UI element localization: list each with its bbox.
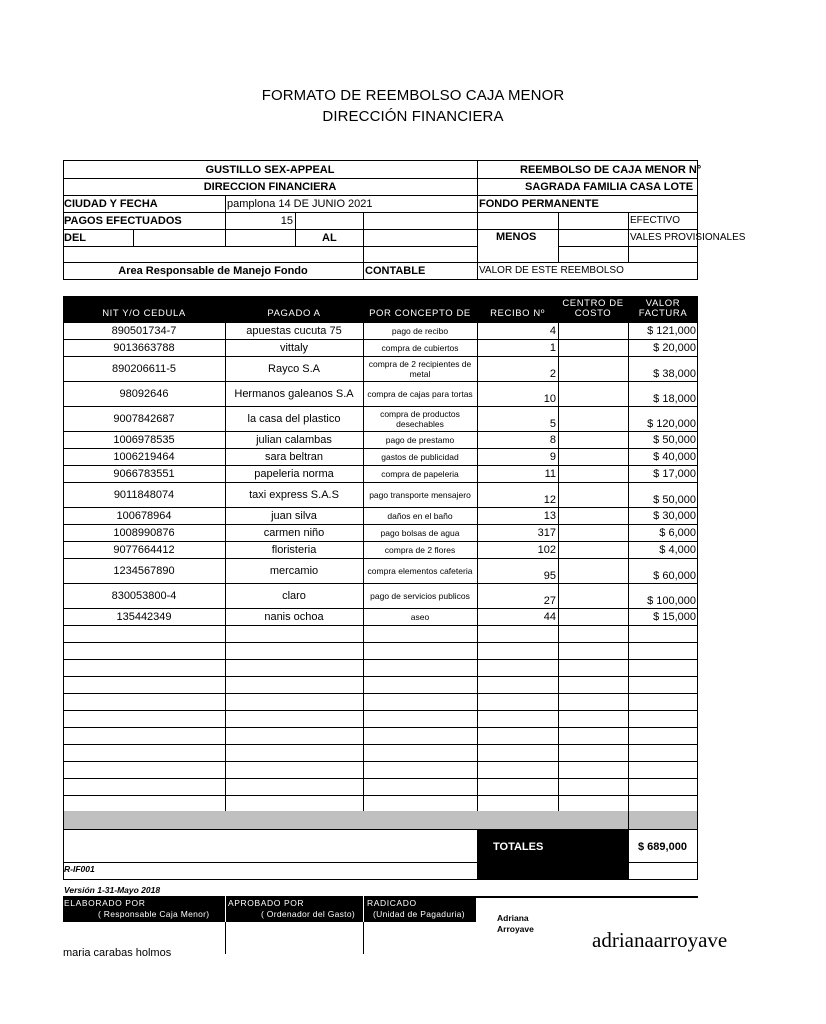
signature: adrianaarroyave (592, 928, 728, 952)
totals-value: $ 689,000 (638, 840, 687, 853)
table-cell-nit: 9011848074 (113, 488, 175, 501)
form-title: FORMATO DE REEMBOLSO CAJA MENOR (261, 87, 565, 104)
table-cell-valor: $ 100,000 (647, 595, 696, 607)
vales-label: VALES PROVISIONALES (630, 232, 746, 243)
elaborado-sub: ( Responsable Caja Menor) (98, 908, 210, 919)
table-cell-concepto: pago de recibo (391, 326, 449, 336)
header-nit: NIT Y/O CEDULA (102, 308, 186, 319)
reimbursement-place: SAGRADA FAMILIA CASA LOTE (525, 180, 694, 193)
aprobado-sub: ( Ordenador del Gasto) (261, 908, 356, 919)
table-cell-pagado: apuestas cucuta 75 (246, 324, 342, 337)
table-cell-pagado: julian calambas (256, 433, 332, 446)
reimbursement-title: REEMBOLSO DE CAJA MENOR N° (520, 163, 702, 176)
table-cell-nit: 1006219464 (113, 450, 175, 463)
table-cell-valor: $ 6,000 (659, 526, 696, 539)
table-cell-valor: $ 50,000 (653, 494, 696, 506)
table-cell-nit: 9007842687 (113, 412, 175, 425)
table-cell-pagado: Rayco S.A (268, 362, 320, 375)
table-cell-nit: 890501734-7 (111, 324, 177, 337)
radicado-sub: (Unidad de Pagaduria) (373, 908, 465, 919)
fund-label: FONDO PERMANENTE (479, 197, 599, 210)
form-subtitle: DIRECCIÓN FINANCIERA (322, 108, 504, 125)
table-cell-nit: 1006978535 (113, 433, 175, 446)
table-cell-nit: 830053800-4 (111, 589, 177, 602)
table-cell-valor: $ 120,000 (647, 418, 696, 430)
header-valor-factura: VALOR FACTURA (638, 298, 688, 319)
table-cell-recibo: 11 (544, 467, 556, 480)
table-cell-concepto: pago bolsas de agua (380, 528, 460, 538)
table-cell-pagado: juan silva (271, 509, 317, 522)
table-cell-valor: $ 121,000 (647, 324, 696, 337)
table-cell-pagado: vittaly (279, 341, 309, 354)
table-cell-pagado: taxi express S.A.S (249, 488, 339, 501)
table-cell-valor: $ 18,000 (653, 393, 696, 405)
table-cell-concepto: compra de cubiertos (381, 343, 459, 353)
table-cell-pagado: floristeria (271, 543, 317, 556)
radicado-label: RADICADO (367, 897, 417, 908)
table-cell-concepto: compra de productos desechables (380, 409, 460, 429)
city-date-label: CIUDAD Y FECHA (64, 197, 158, 210)
table-cell-pagado: nanis ochoa (264, 610, 324, 623)
header-centro-costo: CENTRO DE COSTO (562, 298, 624, 319)
table-cell-concepto: compra elementos cafeteria (367, 566, 473, 576)
table-cell-valor: $ 40,000 (653, 450, 696, 463)
del-label: DEL (64, 231, 86, 244)
table-cell-nit: 890206611-5 (111, 362, 177, 375)
table-cell-concepto: daños en el baño (387, 511, 453, 521)
table-cell-recibo: 5 (549, 418, 556, 430)
table-cell-nit: 135442349 (116, 610, 172, 623)
table-cell-nit: 1008990876 (113, 526, 175, 539)
table-cell-concepto: compra de cajas para tortas (367, 389, 473, 399)
table-cell-nit: 100678964 (116, 509, 172, 522)
elaborado-label: ELABORADO POR (64, 897, 146, 908)
al-label: AL (322, 231, 337, 244)
table-cell-pagado: claro (282, 589, 306, 602)
table-cell-valor: $ 60,000 (653, 570, 696, 582)
table-cell-recibo: 95 (543, 570, 556, 582)
table-cell-concepto: pago de servicios publicos (370, 591, 470, 601)
table-cell-pagado: la casa del plastico (247, 412, 341, 425)
table-cell-recibo: 44 (543, 610, 556, 623)
table-cell-recibo: 9 (549, 450, 556, 463)
table-cell-pagado: Hermanos galeanos S.A (234, 387, 354, 400)
company-dept: DIRECCION FINANCIERA (203, 180, 337, 193)
table-cell-valor: $ 30,000 (653, 509, 696, 522)
table-cell-nit: 98092646 (119, 387, 169, 400)
table-cell-recibo: 2 (549, 368, 556, 380)
header-recibo: RECIBO Nº (490, 308, 545, 319)
table-cell-recibo: 1 (549, 341, 556, 354)
table-cell-concepto: compra de papeleria (381, 469, 459, 479)
table-cell-recibo: 102 (537, 543, 556, 556)
table-cell-concepto: compra de 2 flores (384, 545, 456, 555)
contable-label: CONTABLE (365, 264, 426, 277)
table-cell-valor: $ 20,000 (653, 341, 696, 354)
payments-count: 15 (280, 214, 293, 227)
table-cell-nit: 9077664412 (113, 543, 175, 556)
table-cell-recibo: 12 (543, 494, 556, 506)
table-cell-concepto: gastos de publicidad (381, 452, 459, 462)
table-cell-valor: $ 17,000 (653, 467, 696, 480)
payments-label: PAGOS EFECTUADOS (64, 214, 182, 227)
elaborado-name: maria carabas holmos (63, 947, 172, 959)
city-date-value: pamplona 14 DE JUNIO 2021 (227, 197, 373, 210)
form-version: Versión 1-31-Mayo 2018 (64, 885, 161, 895)
table-cell-concepto: aseo (410, 612, 430, 622)
efectivo-label: EFECTIVO (630, 215, 681, 226)
table-cell-pagado: sara beltran (264, 450, 324, 463)
table-cell-valor: $ 4,000 (659, 543, 696, 556)
company-name: GUSTILLO SEX-APPEAL (205, 163, 335, 176)
table-cell-concepto: pago transporte mensajero (369, 490, 471, 500)
table-cell-recibo: 13 (543, 509, 556, 522)
recipient-name: Adriana Arroyave (497, 913, 534, 934)
table-cell-valor: $ 38,000 (653, 368, 696, 380)
menos-label: MENOS (496, 230, 537, 243)
table-cell-pagado: mercamio (269, 564, 319, 577)
table-cell-nit: 9013663788 (113, 341, 175, 354)
table-cell-recibo: 27 (543, 595, 556, 607)
table-cell-recibo: 317 (537, 526, 556, 539)
table-cell-nit: 1234567890 (113, 564, 175, 577)
valor-reembolso-label: VALOR DE ESTE REEMBOLSO (479, 265, 624, 276)
form-code: R-IF001 (64, 864, 95, 874)
totals-label: TOTALES (493, 840, 544, 853)
aprobado-label: APROBADO POR (228, 897, 305, 908)
table-cell-pagado: papeleria norma (254, 467, 334, 480)
table-cell-recibo: 4 (549, 324, 556, 337)
header-concepto: POR CONCEPTO DE (369, 308, 471, 319)
area-label: Area Responsable de Manejo Fondo (118, 264, 308, 277)
table-cell-nit: 9066783551 (113, 467, 175, 480)
table-cell-recibo: 10 (543, 393, 556, 405)
table-cell-pagado: carmen niño (263, 526, 325, 539)
table-cell-recibo: 8 (549, 433, 556, 446)
header-pagado: PAGADO A (267, 308, 321, 319)
table-cell-valor: $ 50,000 (653, 433, 696, 446)
table-cell-concepto: compra de 2 recipientes de metal (368, 359, 472, 379)
table-cell-concepto: pago de prestamo (385, 435, 455, 445)
table-cell-valor: $ 15,000 (653, 610, 696, 623)
